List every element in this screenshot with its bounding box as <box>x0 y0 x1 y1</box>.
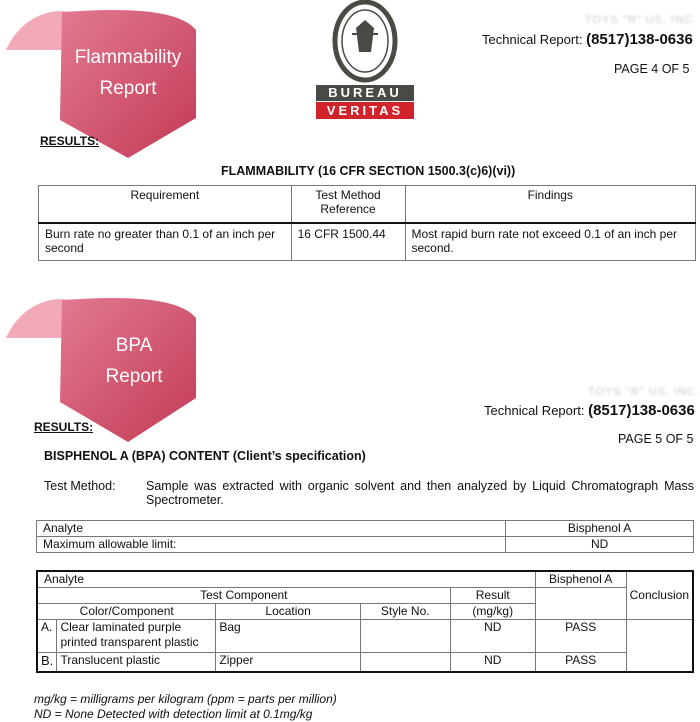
ribbon-title-line2: Report <box>99 78 157 99</box>
location-cell: Zipper <box>216 653 360 673</box>
report-number: (8517)138-0636 <box>586 31 693 48</box>
table-row <box>37 653 693 673</box>
company-name: TOYS "R" US, INC. <box>585 14 698 26</box>
analyte-label: Analyte <box>37 521 506 537</box>
test-method-label: Test Method: <box>44 479 116 493</box>
col-location: Location <box>216 604 360 620</box>
limit-label: Maximum allowable limit: <box>37 537 506 553</box>
table-row <box>37 571 693 588</box>
logo-band-bureau: BUREAU <box>316 85 414 101</box>
result-cell: ND <box>450 653 535 673</box>
ribbon-title-line1: BPA <box>115 335 153 356</box>
table-header-row <box>37 604 693 620</box>
result-header: Result <box>450 588 535 604</box>
component-cell: Translucent plastic <box>57 653 216 673</box>
table-row <box>37 537 694 553</box>
flammability-ribbon <box>0 0 205 160</box>
col-style-no: Style No. <box>360 604 450 620</box>
col-test-method: Test Method Reference <box>291 186 405 224</box>
technical-report-number <box>482 31 693 48</box>
company-name: TOYS "R" US, INC. <box>588 386 700 398</box>
limit-table <box>36 520 694 553</box>
col-conclusion: Conclusion <box>626 571 693 620</box>
flammability-title: FLAMMABILITY (16 CFR SECTION 1500.3(c)6)(vi)) <box>221 164 516 178</box>
analyte-label: Analyte <box>37 571 535 588</box>
table-header-row <box>39 186 696 224</box>
footnote-units: mg/kg = milligrams per kilogram (ppm = parts per million) <box>34 692 337 706</box>
location-cell: Bag <box>216 620 360 653</box>
bpa-ribbon <box>0 290 205 450</box>
unit-header: (mg/kg) <box>450 604 535 620</box>
row-id: B. <box>37 653 57 673</box>
limit-value: ND <box>506 537 694 553</box>
technical-report-label: Technical Report: <box>482 32 583 47</box>
conclusion-cell: PASS <box>535 620 626 653</box>
analyte-value: Bisphenol A <box>535 571 626 588</box>
conclusion-cell: PASS <box>535 653 626 673</box>
bpa-results-table <box>36 570 694 673</box>
table-row <box>39 223 696 261</box>
footnote-nd: ND = None Detected with detection limit at 0.1mg/kg <box>34 707 313 721</box>
report-number: (8517)138-0636 <box>588 402 695 419</box>
result-cell: ND <box>450 620 535 653</box>
row-id: A. <box>37 620 57 653</box>
bpa-title: BISPHENOL A (BPA) CONTENT (Client’s specification) <box>44 449 366 463</box>
table-row <box>37 620 693 653</box>
requirement-cell: Burn rate no greater than 0.1 of an inch per second <box>39 223 292 261</box>
results-heading: RESULTS: <box>34 420 94 434</box>
bureau-veritas-logo <box>316 0 414 120</box>
findings-cell: Most rapid burn rate not exceed 0.1 of an inch per second. <box>405 223 696 261</box>
flammability-table <box>38 185 696 261</box>
analyte-value: Bisphenol A <box>506 521 694 537</box>
ribbon-title-line2: Report <box>105 366 163 387</box>
page-number: PAGE 5 OF 5 <box>618 432 694 446</box>
col-color-component: Color/Component <box>37 604 216 620</box>
col-findings: Findings <box>405 186 696 224</box>
table-row <box>37 521 694 537</box>
technical-report-number <box>484 402 695 419</box>
table-row <box>37 588 693 604</box>
method-cell: 16 CFR 1500.44 <box>291 223 405 261</box>
ribbon-title-line1: Flammability <box>74 47 182 68</box>
page-number: PAGE 4 OF 5 <box>614 62 690 76</box>
style-cell <box>360 653 450 673</box>
test-component-header: Test Component <box>37 588 450 604</box>
col-requirement: Requirement <box>39 186 292 224</box>
technical-report-label: Technical Report: <box>484 403 585 418</box>
component-cell: Clear laminated purple printed transparent plastic <box>57 620 216 653</box>
logo-band-veritas: VERITAS <box>316 102 414 119</box>
test-method-text: Sample was extracted with organic solvent and then analyzed by Liquid Chromatograph Mass Spectrometer. <box>146 479 694 507</box>
style-cell <box>360 620 450 653</box>
results-heading: RESULTS: <box>40 134 100 148</box>
